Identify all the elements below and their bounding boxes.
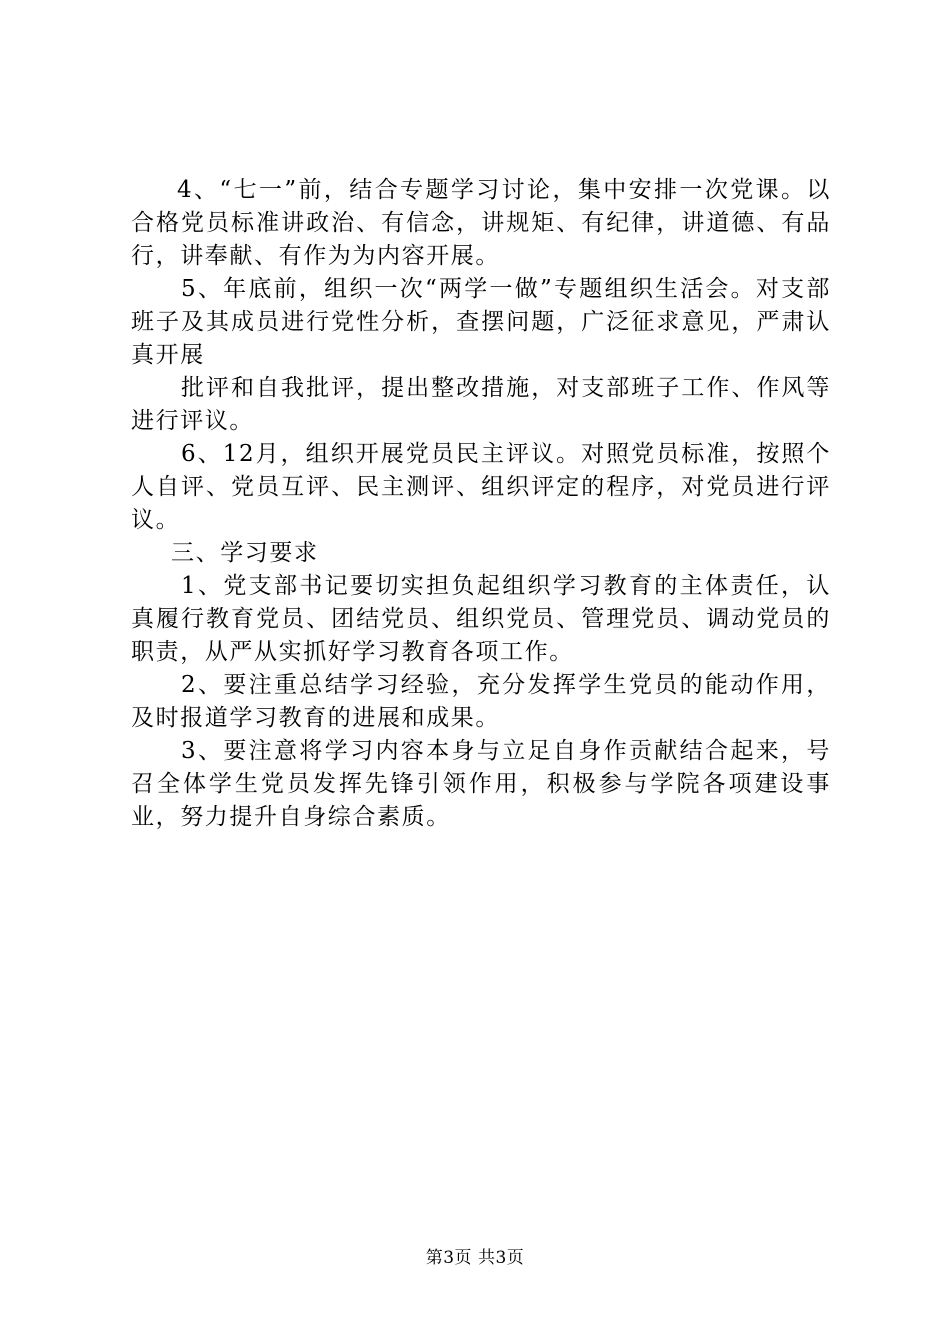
paragraph-item-6: 6、12月，组织开展党员民主评议。对照党员标准，按照个人自评、党员互评、民主测评、组织评定的程序，对党员进行评议。 (131, 441, 831, 533)
paragraph-item-5-continued: 批评和自我批评，提出整改措施，对支部班子工作、作风等进行评议。 (131, 375, 831, 434)
paragraph-item-4: 4、“七一”前，结合专题学习讨论，集中安排一次党课。以合格党员标准讲政治、有信念，讲规矩、有纪律，讲道德、有品行，讲奉献、有作为为内容开展。 (131, 177, 831, 269)
section-heading-study-requirements: 三、学习要求 (171, 540, 319, 566)
document-body (131, 174, 831, 834)
paragraph-item-5: 5、年底前，组织一次“两学一做”专题组织生活会。对支部班子及其成员进行党性分析，查摆问题，广泛征求意见，严肃认真开展 (131, 276, 831, 368)
requirement-item-3: 3、要注意将学习内容本身与立足自身作贡献结合起来，号召全体学生党员发挥先锋引领作用，积极参与学院各项建设事业，努力提升自身综合素质。 (131, 738, 831, 830)
requirement-item-2: 2、要注重总结学习经验，充分发挥学生党员的能动作用，及时报道学习教育的进展和成果。 (131, 672, 831, 731)
page-number-footer: 第3页 共3页 (425, 1248, 525, 1268)
requirement-item-1: 1、党支部书记要切实担负起组织学习教育的主体责任，认真履行教育党员、团结党员、组织党员、管理党员、调动党员的职责，从严从实抓好学习教育各项工作。 (131, 573, 831, 665)
